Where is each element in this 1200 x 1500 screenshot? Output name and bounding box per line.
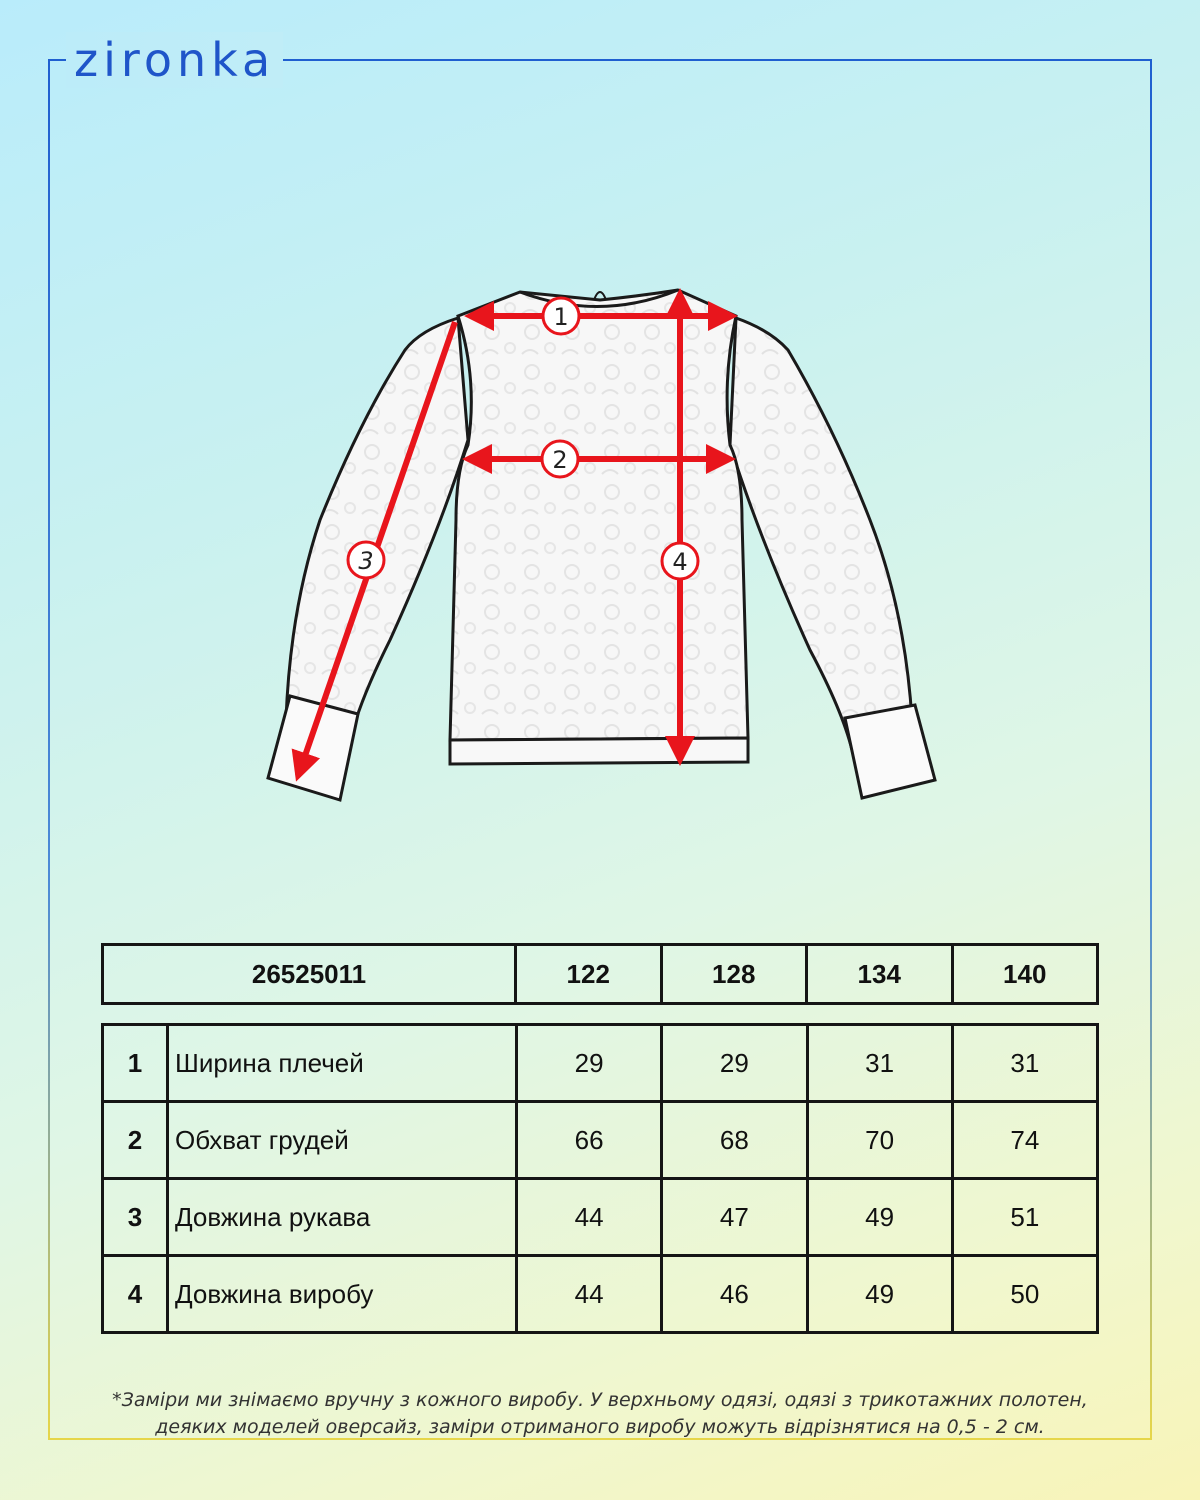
value-cell: 74 bbox=[952, 1102, 1097, 1179]
size-header-row bbox=[103, 945, 1098, 1004]
svg-text:1: 1 bbox=[553, 303, 569, 331]
footnote bbox=[60, 1387, 1140, 1441]
svg-text:4: 4 bbox=[672, 548, 688, 576]
left-sleeve bbox=[286, 318, 468, 740]
footnote-line-1: *Заміри ми знімаємо вручну з кожного виробу. У верхньому одязі, одязі з трикотажних полотен, bbox=[112, 1389, 1088, 1411]
value-cell: 31 bbox=[807, 1025, 952, 1102]
measurement-name: Обхват грудей bbox=[168, 1102, 517, 1179]
value-cell: 66 bbox=[517, 1102, 662, 1179]
value-cell: 29 bbox=[662, 1025, 807, 1102]
hem-band bbox=[450, 738, 748, 764]
size-128: 128 bbox=[661, 945, 807, 1004]
svg-text:3: 3 bbox=[358, 547, 374, 575]
value-cell: 47 bbox=[662, 1179, 807, 1256]
value-cell: 51 bbox=[952, 1179, 1097, 1256]
brand-logo: zironka bbox=[66, 32, 283, 88]
garment-body bbox=[450, 290, 748, 740]
value-cell: 70 bbox=[807, 1102, 952, 1179]
value-cell: 50 bbox=[952, 1256, 1097, 1333]
measurement-name: Довжина виробу bbox=[168, 1256, 517, 1333]
marker-3 bbox=[348, 542, 384, 578]
measurement-name: Довжина рукава bbox=[168, 1179, 517, 1256]
row-number: 2 bbox=[103, 1102, 168, 1179]
value-cell: 49 bbox=[807, 1256, 952, 1333]
measurement-name: Ширина плечей bbox=[168, 1025, 517, 1102]
left-cuff bbox=[268, 696, 358, 800]
measurements-table bbox=[101, 1023, 1099, 1334]
table-row bbox=[103, 1256, 1098, 1333]
size-122: 122 bbox=[516, 945, 662, 1004]
right-sleeve bbox=[730, 318, 912, 750]
marker-2 bbox=[542, 441, 578, 477]
value-cell: 31 bbox=[952, 1025, 1097, 1102]
table-row bbox=[103, 1025, 1098, 1102]
footnote-line-2: деяких моделей оверсайз, заміри отриманого виробу можуть відрізнятися на 0,5 - 2 см. bbox=[155, 1416, 1045, 1438]
size-140: 140 bbox=[952, 945, 1098, 1004]
svg-text:2: 2 bbox=[552, 446, 568, 474]
value-cell: 44 bbox=[517, 1256, 662, 1333]
right-cuff bbox=[845, 705, 935, 798]
marker-1 bbox=[543, 298, 579, 334]
row-number: 4 bbox=[103, 1256, 168, 1333]
size-header-table bbox=[101, 943, 1099, 1005]
article-number: 26525011 bbox=[103, 945, 516, 1004]
value-cell: 49 bbox=[807, 1179, 952, 1256]
value-cell: 68 bbox=[662, 1102, 807, 1179]
row-number: 1 bbox=[103, 1025, 168, 1102]
value-cell: 46 bbox=[662, 1256, 807, 1333]
value-cell: 29 bbox=[517, 1025, 662, 1102]
marker-4 bbox=[662, 543, 698, 579]
value-cell: 44 bbox=[517, 1179, 662, 1256]
row-number: 3 bbox=[103, 1179, 168, 1256]
table-row bbox=[103, 1179, 1098, 1256]
table-row bbox=[103, 1102, 1098, 1179]
size-134: 134 bbox=[807, 945, 953, 1004]
